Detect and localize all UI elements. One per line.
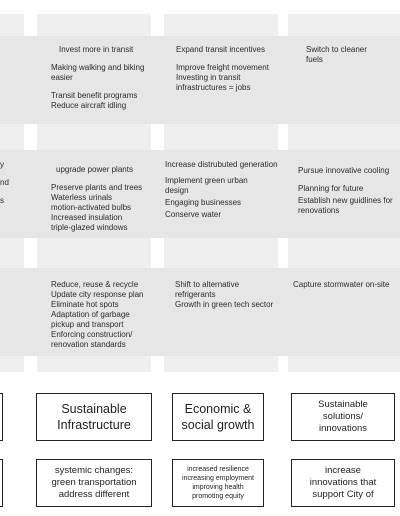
header-box-economic-social-growth	[172, 393, 264, 441]
row3-col2-line: renovation standards	[51, 340, 126, 349]
row2-col2-line: Increased insulation	[51, 213, 123, 222]
header-sustainable-solutions-label: Sustainable solutions/ innovations	[318, 399, 368, 434]
row3-col4-cell	[293, 280, 400, 290]
row3-col3-line: Shift to alternative	[175, 280, 240, 289]
row2-col4-cell	[298, 166, 400, 216]
row1-col2-title: Invest more in transit	[59, 45, 134, 54]
row2-left-fragment: y	[0, 160, 4, 169]
row2-col2-title: upgrade power plants	[56, 165, 133, 174]
row3-col2-line: Update city response plan	[51, 290, 144, 299]
row1-col3-line: infrastructures = jobs	[176, 83, 251, 92]
footer-increased-resilience-text: increased resilience increasing employment improving health promoting equity	[182, 466, 254, 500]
footer-box-increased-resilience	[172, 459, 264, 507]
row2-col3-line: Conserve water	[165, 210, 222, 219]
row2-col4-line: Establish new guidlines for	[298, 196, 393, 205]
row2-col2-line: Waterless urinals	[51, 193, 113, 202]
row2-left-fragment: s	[0, 196, 4, 205]
row3-col3-cell	[175, 280, 285, 310]
row2-left-fragments	[0, 160, 10, 206]
row3-col3-line: Growth in green tech sector	[175, 300, 274, 309]
header-economic-social-growth-label: Economic & social growth	[181, 402, 255, 432]
row3-col4-line: Capture stormwater on-site	[293, 280, 390, 289]
row2-col3-title: Increase distrubuted generation	[165, 160, 278, 169]
row3-col2-line: pickup and transport	[51, 320, 124, 329]
footer-box-left-partial	[0, 459, 3, 507]
row2-col3-cell	[165, 160, 287, 220]
row1-col4-cell	[306, 45, 398, 65]
row2-left-fragment: nd	[0, 178, 9, 187]
row3-col3-line: refrigerants	[175, 290, 216, 299]
row2-col3-line: Engaging businesses	[165, 198, 242, 207]
row1-col3-line: Investing in transit	[176, 73, 241, 82]
row2-col2-line: Preserve plants and trees	[51, 183, 143, 192]
row1-col2-line: easier	[51, 73, 73, 82]
footer-box-systemic-changes	[36, 459, 152, 507]
row1-col2-cell	[51, 45, 151, 111]
row2-col3-line: design	[165, 186, 189, 195]
row2-col3-line: Implement green urban	[165, 176, 248, 185]
row1-col2-line: Reduce aircraft idling	[51, 101, 127, 110]
row3-col2-line: Reduce, reuse & recycle	[51, 280, 139, 289]
row1-col2-line: Making walking and biking	[51, 63, 145, 72]
row1-col4-line: fuels	[306, 55, 323, 64]
row2-col4-line: Planning for future	[298, 184, 364, 193]
row1-col3-title: Expand transit incentives	[176, 45, 265, 54]
row2-col4-title: Pursue innovative cooling	[298, 166, 390, 175]
row1-col2-line: Transit benefit programs	[51, 91, 138, 100]
row2-col2-line: motion-activated bulbs	[51, 203, 132, 212]
row1-col4-title: Switch to cleaner	[306, 45, 367, 54]
footer-systemic-changes-text: systemic changes: green transportation address different	[51, 465, 137, 500]
row3-col2-cell	[51, 280, 151, 350]
header-box-sustainable-infrastructure	[36, 393, 152, 441]
row2-col2-cell	[51, 165, 151, 233]
footer-box-increase-innovations	[291, 459, 395, 507]
header-sustainable-infrastructure-label: Sustainable Infrastructure	[57, 402, 131, 432]
row2-col2-line: triple-glazed windows	[51, 223, 128, 232]
row3-col2-line: Eliminate hot spots	[51, 300, 119, 309]
header-box-left-partial	[0, 393, 3, 441]
footer-increase-innovations-text: increase innovations that support City of	[309, 465, 377, 500]
row1-col3-line: Improve freight movement	[176, 63, 269, 72]
row1-col3-cell	[176, 45, 280, 93]
row3-col2-line: Adaptation of garbage	[51, 310, 130, 319]
header-box-sustainable-solutions	[291, 393, 395, 441]
row3-col2-line: Enforcing construction/	[51, 330, 133, 339]
row2-col4-line: renovations	[298, 206, 340, 215]
